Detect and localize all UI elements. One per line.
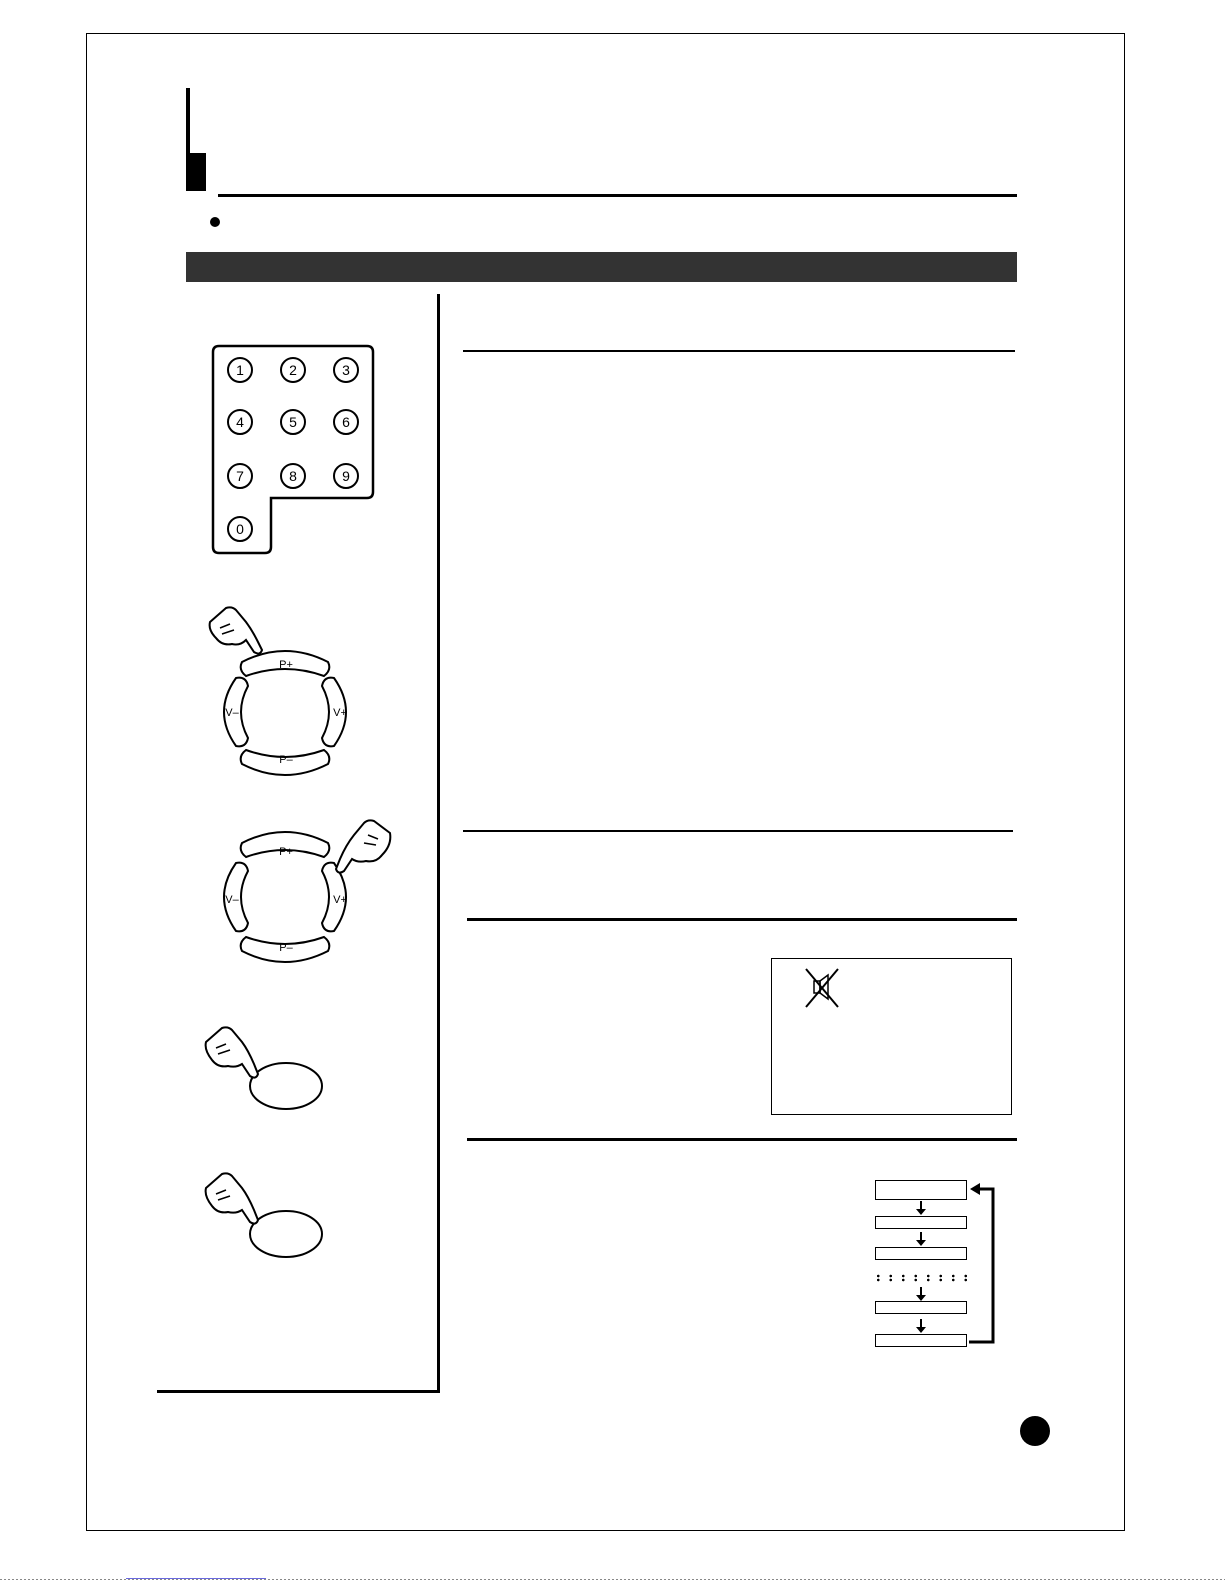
header-marker-block (186, 153, 206, 191)
navpad-label: V+ (333, 894, 347, 906)
navpad-label: P+ (279, 659, 293, 671)
navpad-volume-up[interactable] (241, 832, 330, 858)
keypad-key-label: 3 (342, 362, 350, 378)
section-bar (186, 252, 1017, 282)
button-press-1 (200, 1020, 330, 1120)
navpad-label: V– (225, 894, 239, 906)
keypad-key-label: 2 (289, 362, 297, 378)
navpad-volume (200, 815, 400, 975)
pointing-hand-icon (336, 820, 390, 872)
keypad-key-label: 9 (342, 468, 350, 484)
keypad-key-label: 5 (289, 414, 297, 430)
keypad-key-label: 7 (236, 468, 244, 484)
keypad-key-label: 6 (342, 414, 350, 430)
baseline-underline (126, 1578, 266, 1579)
pointing-hand-icon (206, 1027, 258, 1077)
keypad-key-label: 1 (236, 362, 244, 378)
navpad-label: V– (225, 707, 239, 719)
down-arrow-icon (916, 1201, 926, 1215)
navpad-label: P+ (279, 846, 293, 858)
rule-4 (467, 1138, 1017, 1141)
navpad-program-down[interactable] (241, 750, 330, 775)
keypad-key-label: 4 (236, 414, 244, 430)
keypad-key-4[interactable] (228, 410, 252, 434)
rule-3 (467, 918, 1017, 921)
keypad-key-7[interactable] (228, 464, 252, 488)
down-arrow-icon (916, 1287, 926, 1301)
loop-back-arrow (969, 1183, 993, 1342)
round-button-2[interactable] (250, 1211, 322, 1257)
navpad-volume-left[interactable] (224, 863, 248, 932)
bullet-dot (210, 217, 220, 227)
navpad-program-up[interactable] (241, 651, 330, 676)
navpad-program-right[interactable] (322, 678, 347, 747)
keypad-key-label: 8 (289, 468, 297, 484)
down-arrow-icon (916, 1319, 926, 1333)
navpad-volume-down[interactable] (241, 937, 330, 962)
keypad-key-6[interactable] (334, 410, 358, 434)
keypad-key-label: 0 (236, 521, 244, 537)
column-divider (437, 294, 440, 1393)
header-rule (218, 194, 1017, 197)
round-button-1[interactable] (250, 1063, 322, 1109)
navpad-label: P– (279, 754, 293, 766)
pointing-hand-icon (206, 1173, 258, 1223)
mute-screen-box (771, 958, 1012, 1115)
keypad-key-1[interactable] (228, 358, 252, 382)
numeric-keypad (205, 340, 385, 562)
down-arrow-icon (916, 1232, 926, 1246)
navpad-volume-right[interactable] (322, 863, 347, 932)
keypad-key-8[interactable] (281, 464, 305, 488)
page-number-marker (1020, 1416, 1050, 1446)
keypad-key-2[interactable] (281, 358, 305, 382)
speaker-muted-icon (802, 967, 842, 1009)
flow-arrows (860, 1175, 1000, 1355)
navpad-program-left[interactable] (224, 678, 248, 747)
keypad-key-9[interactable] (334, 464, 358, 488)
navpad-program (200, 600, 370, 780)
keypad-key-5[interactable] (281, 410, 305, 434)
navpad-label: P– (279, 942, 293, 954)
left-column-bottom-rule (157, 1390, 440, 1393)
button-press-2 (200, 1166, 330, 1266)
page-bottom-edge (0, 1579, 1225, 1580)
pointing-hand-icon (210, 607, 262, 653)
navpad-label: V+ (333, 707, 347, 719)
rule-1 (463, 350, 1015, 352)
rule-2 (463, 830, 1013, 832)
keypad-key-0[interactable] (228, 517, 252, 541)
keypad-key-3[interactable] (334, 358, 358, 382)
